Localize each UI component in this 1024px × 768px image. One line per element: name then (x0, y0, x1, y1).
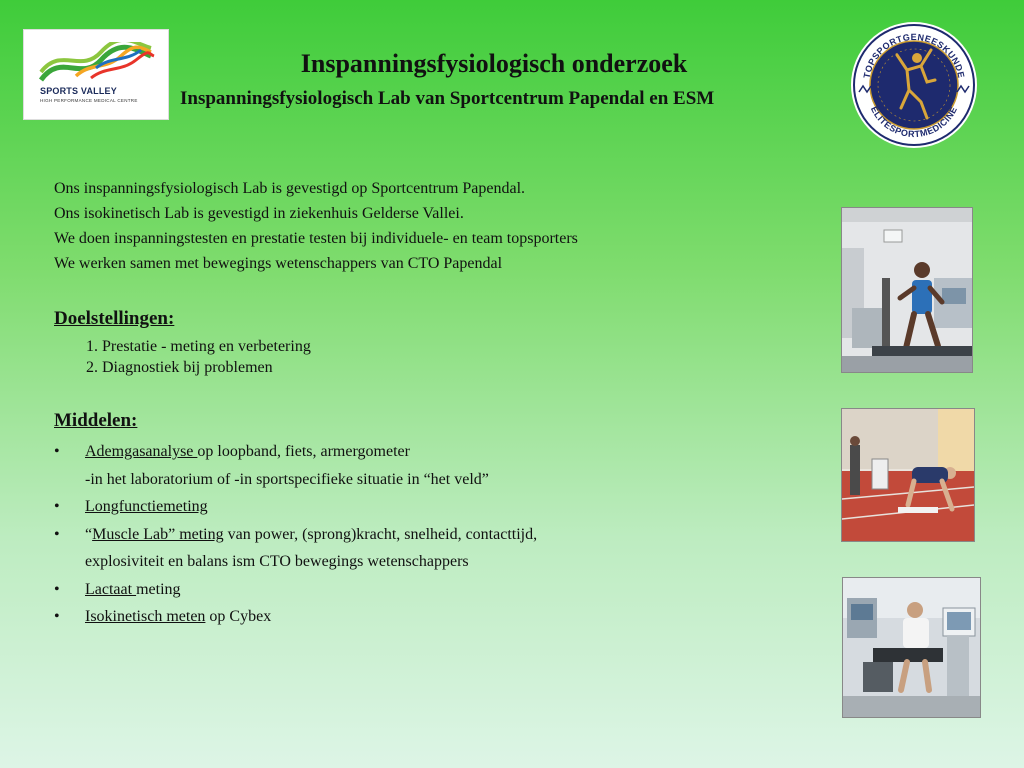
logo-tagline: HIGH PERFORMANCE MEDICAL CENTRE (40, 98, 138, 103)
item-underlined: Ademgasanalyse (85, 443, 198, 460)
item-prefix: “ (85, 525, 93, 543)
intro-line: Ons isokinetisch Lab is gevestigd in ziekenhuis Gelderse Vallei. (54, 205, 464, 222)
list-item (54, 576, 774, 604)
list-item (54, 603, 774, 631)
list-item (54, 438, 774, 466)
page-title: Inspanningsfysiologisch onderzoek (300, 49, 688, 78)
item-continuation: -in het laboratorium of -in sportspecifieke situatie in “het veld” (85, 470, 489, 488)
item-rest: op loopband, fiets, armergometer (197, 443, 410, 460)
bullet: • (54, 608, 60, 625)
list-item: 1. Prestatie - meting en verbetering (86, 338, 311, 355)
intro-line: Ons inspanningsfysiologisch Lab is gevestigd op Sportcentrum Papendal. (54, 180, 526, 197)
item-underlined: Isokinetisch meten (85, 608, 206, 625)
item-underlined: Muscle Lab” meting (92, 525, 224, 543)
item-rest: op Cybex (205, 608, 272, 625)
photo-isokinetic-cybex (842, 577, 981, 718)
item-continuation: explosiviteit en balans ism CTO bewegings wetenschappers (85, 553, 469, 570)
middelen-heading: Middelen: (54, 410, 138, 431)
bullet: • (54, 443, 60, 460)
item-underlined: Longfunctiemeting (85, 498, 208, 515)
item-underlined: Lactaat (85, 580, 137, 598)
seal-text-top: TOPSPORTGENEESKUNDE (861, 31, 967, 80)
doelstellingen-list (86, 336, 311, 378)
item-rest: meting (136, 580, 181, 598)
photo-treadmill-test (841, 207, 973, 373)
seal-text-bottom: ELITESPORTMEDICINE (868, 104, 960, 140)
list-item (54, 493, 774, 521)
list-item: 2. Diagnostiek bij problemen (86, 359, 273, 376)
photo-sprint-test (841, 408, 975, 542)
bullet: • (54, 580, 60, 598)
topsportgeneeskunde-seal (849, 20, 979, 150)
intro-line: We werken samen met bewegings wetenschappers van CTO Papendal (54, 255, 503, 272)
doelstellingen-heading: Doelstellingen: (54, 308, 175, 329)
middelen-list (54, 438, 774, 631)
list-item-continuation (54, 466, 774, 494)
bullet: • (54, 498, 60, 515)
list-item (54, 521, 774, 549)
intro-text (54, 176, 578, 276)
list-item-continuation (54, 548, 774, 576)
page-subtitle: Inspanningsfysiologisch Lab van Sportcentrum Papendal en ESM (180, 88, 715, 109)
item-rest: van power, (sprong)kracht, snelheid, contacttijd, (223, 525, 538, 543)
intro-line: We doen inspanningstesten en prestatie testen bij individuele- en team topsporters (54, 230, 578, 247)
logo-brand: SPORTS VALLEY (40, 86, 117, 96)
bullet: • (54, 525, 60, 543)
